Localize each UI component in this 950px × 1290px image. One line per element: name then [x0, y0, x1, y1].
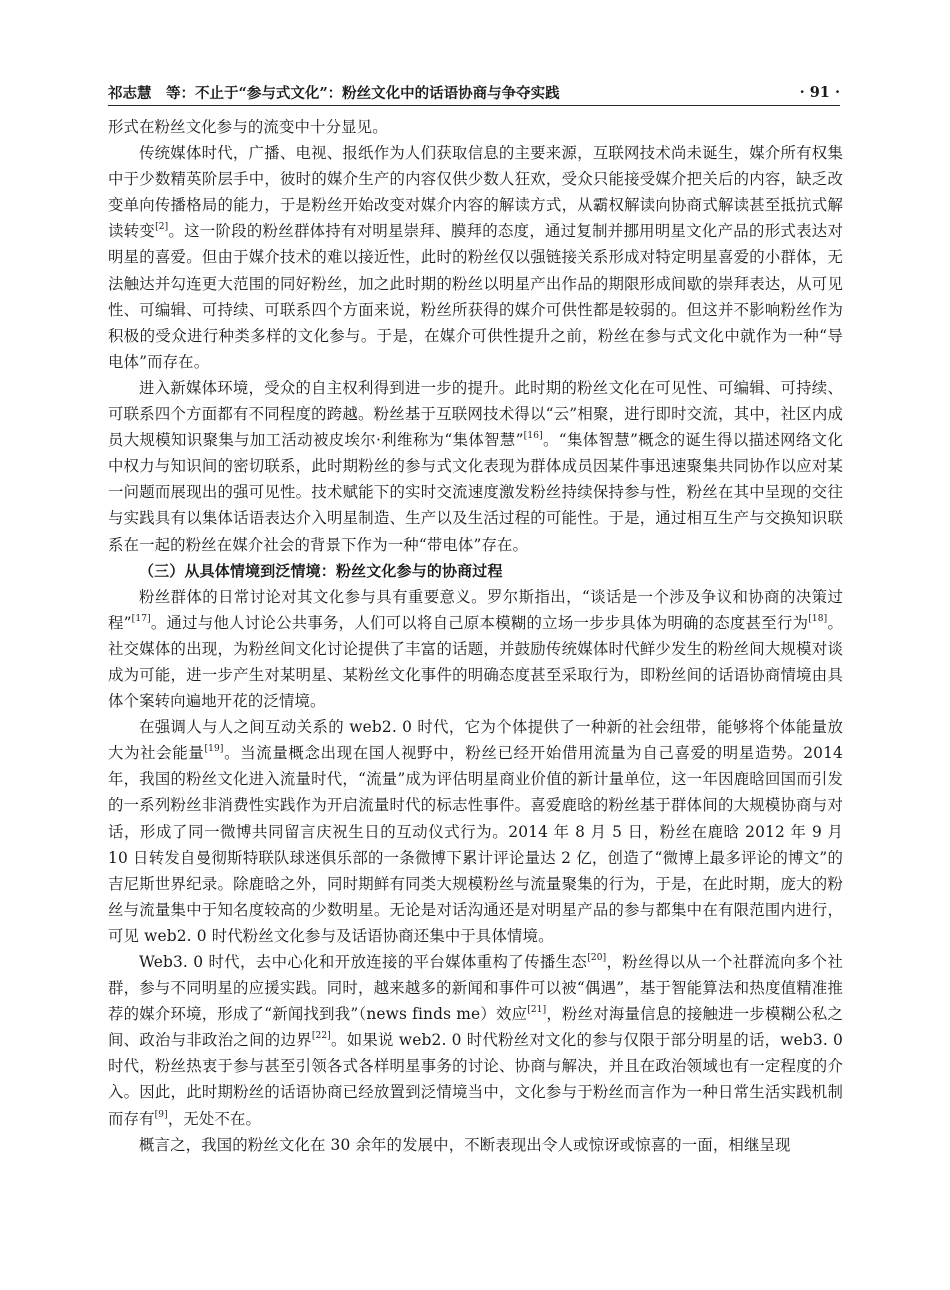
paragraph-text: 。如果说 web2. 0 时代粉丝对文化的参与仅限于部分明星的话，web3. 0 时代，粉丝热衷于参与甚至引领各式各样明星事务的讨论、协商与解决，并且在政治领域也有一定程度的介入。因此，此时期粉丝的话语协商已经放置到泛情境当中，文化参与于粉丝而言作为一种日常生活实践机制而存有 — [108, 1031, 844, 1128]
citation[interactable]: [16] — [523, 431, 543, 442]
paragraph — [108, 714, 843, 949]
paragraph-text: 进入新媒体环境，受众的自主权利得到进一步的提升。此时期的粉丝文化在可见性、可编辑、可持续、可联系四个方面都有不同程度的跨越。粉丝基于互联网技术得以“云”相聚，进行即时交流，其中，社区内成员大规模知识聚集与加工活动被皮埃尔·利维称为“集体智慧” — [108, 378, 843, 450]
citation[interactable]: [17] — [131, 613, 151, 624]
paragraph-text: 概言之，我国的粉丝文化在 30 余年的发展中，不断表现出令人或惊讶或惊喜的一面，相继呈现 — [139, 1135, 791, 1154]
paragraph-text: 传统媒体时代，广播、电视、报纸作为人们获取信息的主要来源，互联网技术尚未诞生，媒介所有权集中于少数精英阶层手中，彼时的媒介生产的内容仅供少数人狂欢，受众只能接受媒介把关后的内容，缺乏改变单向传播格局的能力，于是粉丝开始改变对媒介内容的解读方式，从霸权解读向协商式解读甚至抵抗式解读转变 — [108, 144, 843, 241]
paragraph — [108, 1132, 843, 1158]
paragraph-text: 粉丝群体的日常讨论对其文化参与具有重要意义。罗尔斯指出，“谈话是一个涉及争议和协商的决策过程” — [108, 587, 843, 632]
paragraph — [108, 949, 843, 1132]
section-heading: （三）从具体情境到泛情境：粉丝文化参与的协商过程 — [139, 561, 503, 580]
running-header — [108, 80, 840, 104]
citation[interactable]: [19] — [204, 744, 224, 755]
paragraph-text: ，粉丝对海量信息的接触进一步模糊公私之间、政治与非政治之间的边界 — [108, 1005, 843, 1050]
paragraph-text: 。“集体智慧”概念的诞生得以描述网络文化中权力与知识间的密切联系，此时期粉丝的参与式文化表现为群体成员因某件事迅速聚集共同协作以应对某一问题而展现出的强可见性。技术赋能下的实时交流速度激发粉丝持续保持参与性，粉丝在其中呈现的交往与实践具有以集体话语表达介入明星制造、生产以及生活过程的可能性。于是，通过相互生产与交换知识联系在一起的粉丝在媒介社会的背景下作为一种“带电体”存在。 — [108, 431, 843, 554]
paragraph — [108, 140, 843, 375]
paragraph-text: ，粉丝得以从一个社群流向多个社群，参与不同明星的应援实践。同时，越来越多的新闻和事件可以被“偶遇”，基于智能算法和热度值精准推荐的媒介环境，形成了“新闻找到我”（news finds me）效应 — [108, 953, 843, 1024]
citation[interactable]: [20] — [587, 953, 607, 963]
paragraph-text: 。当流量概念出现在国人视野中，粉丝已经开始借用流量为自己喜爱的明星造势。2014 年，我国的粉丝文化进入流量时代，“流量”成为评估明星商业价值的新计量单位，这一年因鹿晗回国而引发的一系列粉丝非消费性实践作为开启流量时代的标志性事件。喜爱鹿晗的粉丝基于群体间的大规模协商与对话，形成了同一微博共同留言庆祝生日的互动仪式行为。2014 年 8 月 5 日，粉丝在鹿晗 2012 年 9 月 10 日转发自曼彻斯特联队球迷俱乐部的一条微博下累计评论量达 2 亿，创造了“微博上最多评论的博文”的吉尼斯世界纪录。除鹿晗之外，同时期鲜有同类大规模粉丝与流量聚集的行为，于是，在此时期，庞大的粉丝与流量集中于知名度较高的少数明星。无论是对话沟通还是对明星产品的参与都集中在有限范围内进行，可见 web2. 0 时代粉丝文化参与及话语协商还集中于具体情境。 — [108, 744, 843, 945]
paragraph — [108, 114, 843, 140]
paragraph-text: 。通过与他人讨论公共事务，人们可以将自己原本模糊的立场一步步具体为明确的态度甚至行为 — [150, 613, 809, 632]
article-body — [108, 114, 843, 1158]
paragraph-text: Web3. 0 时代，去中心化和开放连接的平台媒体重构了传播生态 — [139, 953, 588, 971]
header-rule — [108, 105, 840, 106]
page-number: · 91 · — [799, 83, 840, 101]
citation[interactable]: [21] — [527, 1005, 547, 1016]
citation[interactable]: [9] — [154, 1109, 168, 1120]
paragraph-text: 形式在粉丝文化参与的流变中十分显见。 — [108, 118, 388, 136]
citation[interactable]: [2] — [155, 222, 169, 233]
paragraph — [108, 584, 843, 714]
citation[interactable]: [18] — [808, 613, 828, 624]
paragraph-text: 。这一阶段的粉丝群体持有对明星崇拜、膜拜的态度，通过复制并挪用明星文化产品的形式表达对明星的喜爱。但由于媒介技术的难以接近性，此时的粉丝仅以强链接关系形成对特定明星喜爱的小群体，无法触达并勾连更大范围的同好粉丝，加之此时期的粉丝以明星产出作品的期限形成间歇的崇拜表达，从可见性、可编辑、可持续、可联系四个方面来说，粉丝所获得的媒介可供性都是较弱的。但这并不影响粉丝作为积极的受众进行种类多样的文化参与。于是，在媒介可供性提升之前，粉丝在参与式文化中就作为一种“导电体”而存在。 — [108, 222, 843, 371]
paragraph-text: ，无处不在。 — [167, 1109, 262, 1128]
header-authors-title: 祁志慧 等：不止于“参与式文化”：粉丝文化中的话语协商与争夺实践 — [108, 84, 560, 102]
paragraph-text: 在强调人与人之间互动关系的 web2. 0 时代，它为个体提供了一种新的社会纽带，能够将个体能量放大为社会能量 — [108, 718, 843, 763]
paragraph-text: 。社交媒体的出现，为粉丝间文化讨论提供了丰富的话题，并鼓励传统媒体时代鲜少发生的粉丝间大规模对谈成为可能，进一步产生对某明星、某粉丝文化事件的明确态度甚至采取行为，即粉丝间的话语协商情境由具体个案转向遍地开花的泛情境。 — [108, 613, 843, 711]
paragraph — [108, 375, 843, 558]
citation[interactable]: [22] — [311, 1031, 331, 1042]
